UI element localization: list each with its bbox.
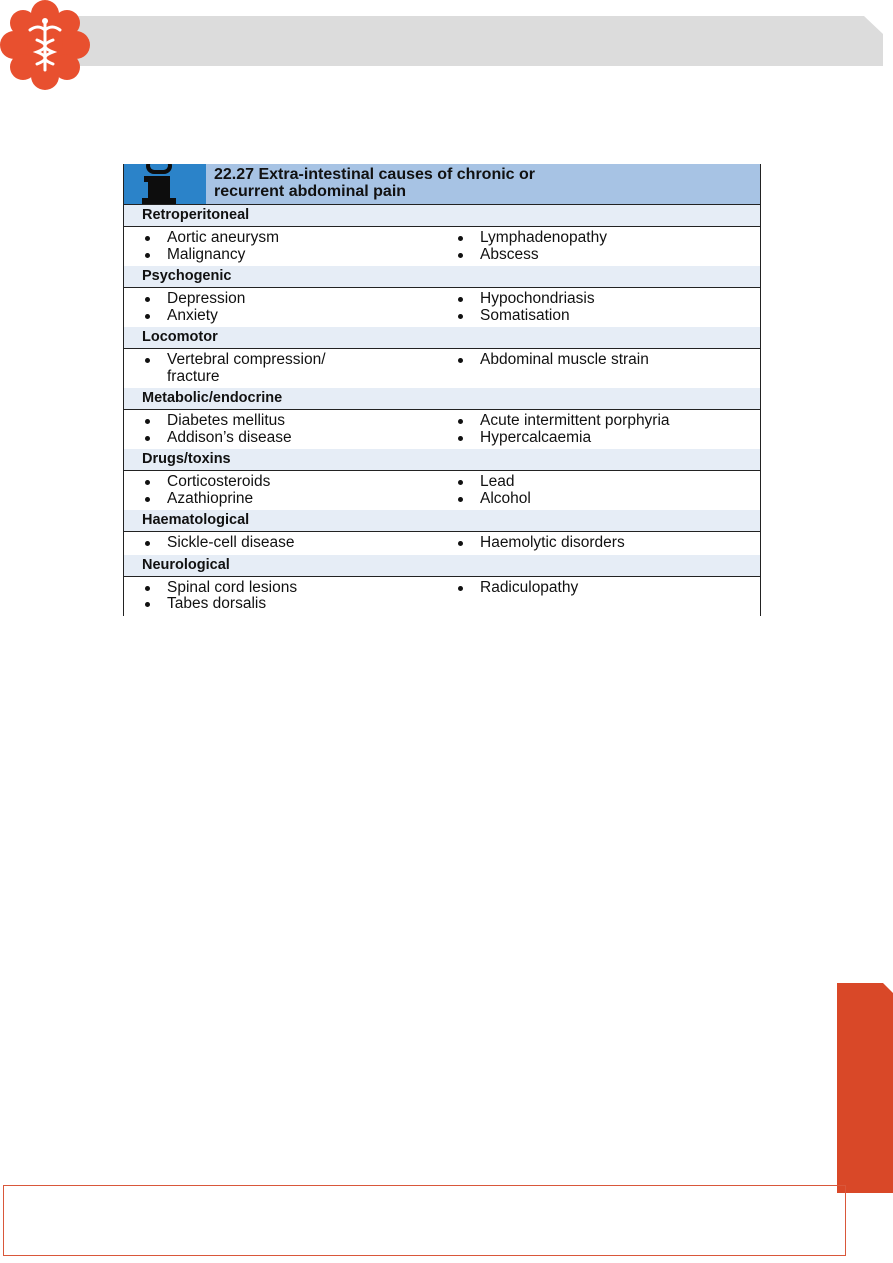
section-body-retroperitoneal: [124, 227, 760, 266]
list-item: Hypercalcaemia: [440, 430, 760, 447]
list-item: Aortic aneurysm: [124, 230, 440, 247]
info-icon: [124, 164, 206, 204]
list-item: Spinal cord lesions: [124, 580, 440, 597]
section-heading-drugs-toxins: Drugs/toxins: [124, 449, 760, 471]
footer-box: [3, 1185, 845, 1256]
section-body-metabolic-endocrine: [124, 410, 760, 449]
list-item: Acute intermittent porphyria: [440, 413, 760, 430]
section-heading-metabolic-endocrine: Metabolic/endocrine: [124, 388, 760, 410]
section-heading-psychogenic: Psychogenic: [124, 266, 760, 288]
list-item: Alcohol: [440, 491, 760, 508]
section-heading-neurological: Neurological: [124, 555, 760, 577]
list-item: Addison’s disease: [124, 430, 440, 447]
list-item: Corticosteroids: [124, 474, 440, 491]
section-body-locomotor: [124, 349, 760, 388]
list-item: Lead: [440, 474, 760, 491]
list-item: Sickle-cell disease: [124, 535, 440, 552]
header-bar: [50, 16, 883, 66]
side-tab: [837, 983, 893, 1193]
table-title-line-2: recurrent abdominal pain: [214, 183, 407, 200]
section-body-neurological: [124, 577, 760, 616]
list-item: Lymphadenopathy: [440, 230, 760, 247]
section-body-haematological: [124, 532, 760, 555]
list-item: Diabetes mellitus: [124, 413, 440, 430]
list-item: Somatisation: [440, 308, 760, 325]
causes-table: [123, 164, 761, 616]
list-item: Anxiety: [124, 308, 440, 325]
list-item: Hypochondriasis: [440, 291, 760, 308]
list-item: Radiculopathy: [440, 580, 760, 597]
section-heading-retroperitoneal: Retroperitoneal: [124, 205, 760, 227]
list-item: Vertebral compression/ fracture: [124, 352, 380, 385]
list-item: Azathioprine: [124, 491, 440, 508]
section-body-psychogenic: [124, 288, 760, 327]
list-item: Abdominal muscle strain: [440, 352, 760, 369]
section-heading-locomotor: Locomotor: [124, 327, 760, 349]
table-title-line-1: 22.27 Extra-intestinal causes of chronic or: [214, 166, 536, 183]
list-item: Haemolytic disorders: [440, 535, 760, 552]
section-heading-haematological: Haematological: [124, 510, 760, 532]
section-body-drugs-toxins: [124, 471, 760, 510]
table-title-row: [124, 164, 760, 205]
list-item: Tabes dorsalis: [124, 596, 440, 613]
list-item: Malignancy: [124, 247, 440, 264]
table-title: [214, 166, 752, 200]
medical-logo-icon: [0, 0, 90, 90]
list-item: Abscess: [440, 247, 760, 264]
list-item: Depression: [124, 291, 440, 308]
